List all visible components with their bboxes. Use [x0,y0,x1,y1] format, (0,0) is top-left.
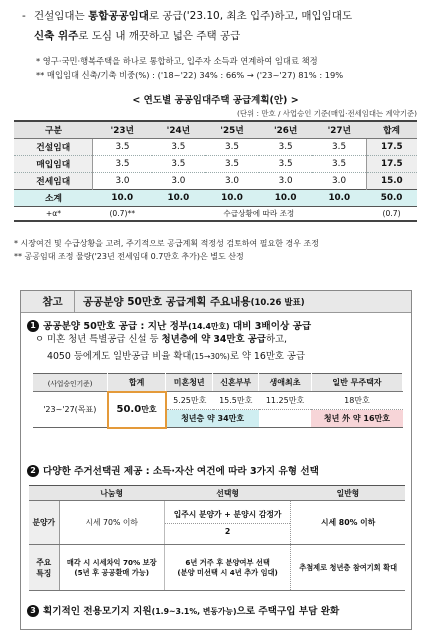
total-cell: 17.5 [366,155,417,172]
table-cell: 수급상황에 따라 조정 [152,206,367,221]
column-header: 일반 무주택자 [311,374,402,392]
adjustment-row [14,206,417,221]
intro-bold-term-2: 신축 위주 [34,30,79,42]
column-header: 생애최초 [259,374,312,392]
table-cell: 11.25만호 [259,392,312,410]
dash-bullet: - [22,10,26,22]
table1-footnotes [14,237,429,263]
column-header: 나눔형 [59,486,164,501]
table-cell: 18만호 [311,392,402,410]
table-row [29,545,405,591]
row-header: 주요 특징 [29,545,59,591]
row-header: 건설임대 [14,138,93,155]
table-cell: 3.5 [205,155,259,172]
table-cell: 시세 80% 이하 [291,501,405,545]
column-header: (사업승인기준) [33,374,108,392]
table-cell: 10.0 [152,189,206,206]
table-cell: 10.0 [312,189,366,206]
table-cell: 매각 시 시세차익 70% 보장 (5년 후 공공환매 가능) [59,545,164,591]
total-cell: (0.7) [366,206,417,221]
footnote: * 영구·국민·행복주택을 하나로 통합하고, 입주자 소득과 연계하여 임대료 책정 [36,56,318,66]
table-header-row [33,374,403,392]
number-badge-icon: 1 [27,320,39,332]
column-header: '23년 [93,121,152,138]
reference-title: 공공분양 50만호 공급계획 주요내용(10.26 발표) [83,296,305,308]
table-cell: (0.7)** [93,206,152,221]
section-3-heading: 3 획기적인 전용모기지 지원(1.9~3.1%, 변동가능)으로 주택구입 부담 완화 [27,603,339,617]
table-cell: 3.5 [259,155,313,172]
table-cell: 6년 거주 후 분양여부 선택 (분양 미선택 시 4년 추가 임대) [164,545,290,591]
reference-header [21,291,411,313]
youth-summary-cell: 청년층 약 34만호 [166,410,259,428]
bold-term: 청년층에 약 34만호 공급 [161,334,266,345]
table-cell: 10.0 [93,189,152,206]
table-cell: 3.5 [205,138,259,155]
reference-tag: 참고 [31,291,75,313]
table1-unit-note: (단위 : 만호 / 사업승인 기준(매입·전세임대는 계약기준) [236,109,417,118]
footnote: * 시장여건 및 수급상황을 고려, 주기적으로 공급계획 적정성 검토하여 필요한 경우 조정 [14,239,319,248]
number-badge-icon: 3 [27,605,39,617]
total-cell: 15.0 [366,172,417,189]
row-header: +α* [14,206,93,221]
public-rental-supply-table [14,120,417,222]
row-header: 소계 [14,189,93,206]
table-cell: 입주시 분양가 + 분양시 감정가 2 [164,501,290,545]
column-header: '27년 [312,121,366,138]
column-header: 합계 [366,121,417,138]
table-cell: 3.5 [312,155,366,172]
column-header: 미혼청년 [166,374,213,392]
table-row [14,172,417,189]
total-cell: 50.0 [366,189,417,206]
total-cell: 17.5 [366,138,417,155]
table-cell: 3.0 [312,172,366,189]
column-header: 합계 [108,374,166,392]
row-header: 매입임대 [14,155,93,172]
table-row [29,501,405,545]
circle-bullet-icon: ㅇ [35,334,45,345]
row-header: 분양가 [29,501,59,545]
housing-type-table [29,485,405,591]
column-header: 일반형 [291,486,405,501]
footnote: ** 공공임대 조정 물량('23년 전세임대 0.7만호 추가)은 별도 산정 [14,252,244,261]
intro-paragraph [22,6,426,46]
table-cell: 15.5만호 [213,392,259,410]
section-1-bullet: ㅇ 미혼 청년 특별공급 신설 등 청년층에 약 34만호 공급하고, 4050 등에게도 일반공급 비율 확대(15→30%)로 약 16만호 공급 [35,334,306,362]
intro-bold-term-1: 통합공공임대 [88,10,149,22]
table-header-row [14,121,417,138]
table-row [14,155,417,172]
intro-footnotes [36,54,426,82]
table-row [33,392,403,410]
row-header: 전세임대 [14,172,93,189]
table-cell: 시세 70% 이하 [59,501,164,545]
table-cell: 10.0 [205,189,259,206]
intro-line-2: 신축 위주로 도심 내 깨끗하고 넓은 주택 공급 [34,30,241,42]
table-cell: 3.0 [93,172,152,189]
table-header-row [29,486,405,501]
table1-title: < 연도별 공공임대주택 공급계획(안) > [132,95,299,106]
subtotal-row [14,189,417,206]
table-cell: 3.5 [152,138,206,155]
period-cell: '23~'27(목표) [33,392,108,428]
intro-line-1: - 건설임대는 통합공공임대로 공급('23.10, 최초 입주)하고, 매입임대도 [22,6,426,26]
table-cell: 3.5 [93,138,152,155]
table-cell: 3.5 [312,138,366,155]
column-header: '24년 [152,121,206,138]
table-cell: 추첨제로 청년층 참여기회 확대 [291,545,405,591]
reference-box [20,290,412,630]
table-cell: 10.0 [259,189,313,206]
table-cell: 3.5 [259,138,313,155]
column-header: 구분 [14,121,93,138]
table-cell [259,410,312,428]
column-header: 선택형 [164,486,290,501]
column-header: 신혼부부 [213,374,259,392]
table-cell: 3.0 [152,172,206,189]
total-highlight-cell: 50.0만호 [108,392,166,428]
table-cell: 3.0 [259,172,313,189]
section-1-heading: 1 공공분양 50만호 공급 : 지난 정부(14.4만호) 대비 3배이상 공급 [27,318,311,332]
table-row [14,138,417,155]
number-badge-icon: 2 [27,465,39,477]
table-cell: 3.0 [205,172,259,189]
table-cell: 3.5 [152,155,206,172]
column-header: '26년 [259,121,313,138]
public-sale-table [33,373,403,429]
table-cell: 3.5 [93,155,152,172]
footnote: ** 매입임대 신축/기축 비중(%) : ('18~'22) 34% : 66% → ('23~'27) 81% : 19% [36,70,344,80]
section-2-heading: 2 다양한 주거선택권 제공 : 소득·자산 여건에 따라 3가지 유형 선택 [27,463,319,477]
column-header: '25년 [205,121,259,138]
table-cell: 5.25만호 [166,392,213,410]
non-youth-summary-cell: 청년 外 약 16만호 [311,410,402,428]
